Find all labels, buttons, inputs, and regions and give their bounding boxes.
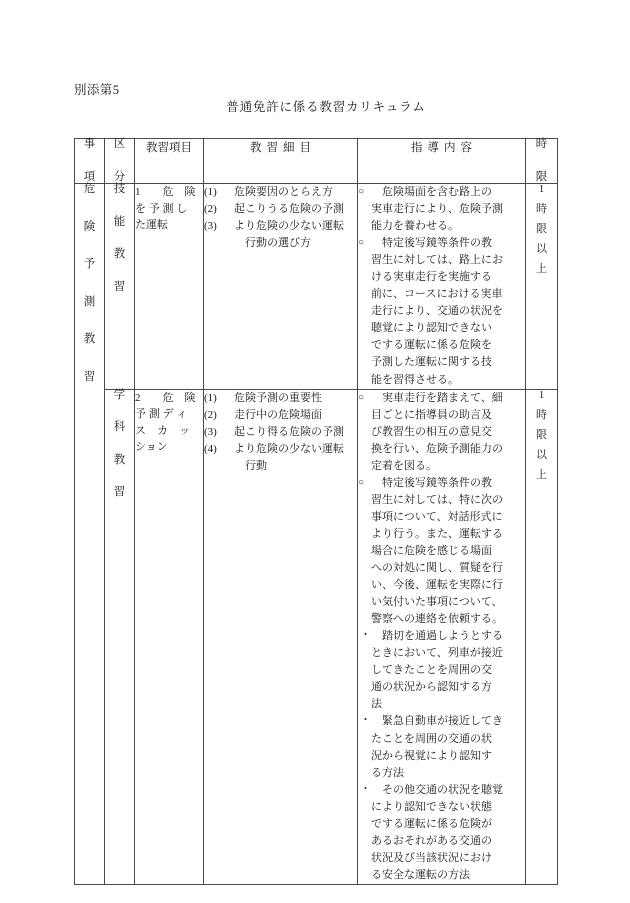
content-cell [358,184,526,390]
content-line: 走行により、交通の状況を [371,305,503,318]
content-line: への対処に関し、質疑を行 [371,562,503,575]
content-item [358,713,525,781]
content-item [358,235,525,388]
matter-cell [75,184,105,885]
content-item [358,390,525,475]
content-line: い気付いた事項について、 [371,596,503,609]
hours-char: 限 [536,223,547,235]
content-line: 特定後写鏡等条件の教 [371,476,492,489]
matter-char: 習 [83,370,96,383]
detail-item [204,441,357,475]
detail-number: (4) [204,442,217,455]
content-item [358,475,525,628]
circle-marker-icon: ○ [358,391,365,403]
detail-number: (1) [204,391,217,404]
content-line: 況から視覚により認知す [371,749,492,762]
detail-text: 走行中の危険場面 [234,408,322,421]
content-line: ける実車走行を実施する [371,271,492,284]
table-body [75,184,558,885]
content-line: 定着を図る。 [371,459,437,472]
detail-item [204,201,357,218]
circle-marker-icon: ○ [358,186,365,197]
content-line: 習生に対しては、特に次の [371,493,503,506]
item-cell [135,184,204,390]
detail-text: 危険予測の重要性 [234,391,322,404]
circle-marker-icon: ○ [358,476,365,488]
item-line: 2 危 険 [135,391,196,404]
hours-char: 上 [536,263,547,275]
content-item [358,782,525,884]
content-line: 特定後写鏡等条件の教 [371,237,492,250]
table-row [75,184,558,390]
content-line: 前に、コースにおける実車 [371,288,503,301]
detail-text: 起こりうる危険の予測 [234,203,344,216]
class-char: 教 [113,248,126,260]
detail-text: 危険要因のとらえ方 [234,186,333,198]
content-line: 実車走行により、危険予測 [371,203,503,216]
class-cell [105,389,135,884]
content-line: い、今後、運転を実際に行 [371,579,503,592]
detail-cell [204,389,358,884]
class-char: 技 [113,183,126,195]
detail-cell [204,184,358,390]
matter-char: 予 [83,258,96,270]
table-row [75,389,558,884]
content-line: 場合に危険を感じる場面 [371,544,492,557]
column-header-class [105,139,135,184]
content-item [358,184,525,235]
hours-char: 以 [536,448,547,461]
content-line: 実車走行を踏まえて、細 [371,391,503,404]
hours-char: 上 [536,468,547,481]
hours-char: 時 [536,203,547,215]
detail-item [204,218,357,252]
document-label: 別添第5 [74,83,120,97]
hours-char: 以 [536,243,547,255]
detail-text: より危険の少ない運転 [234,220,344,233]
matter-char: 教 [83,333,96,345]
content-line: る安全な運転の方法 [371,868,470,881]
detail-text: より危険の少ない運転 [234,442,344,455]
column-header-content: 指導内容 [358,139,526,184]
detail-number: (2) [204,408,217,421]
content-line: 換を行い、危険予測能力の [371,442,503,455]
curriculum-table [74,138,558,885]
class-char: 習 [113,280,126,293]
hours-char: 限 [536,428,547,441]
class-char: 能 [113,215,126,228]
item-line: 予 測 デ ィ [135,408,188,421]
column-header-matter-char1: 事 [83,138,96,150]
content-line: 聴覚により認知できない [371,322,492,335]
content-line: 緊急自動車が接近してき [371,715,503,728]
matter-char: 測 [83,295,96,308]
content-line: してきたことを周囲の交 [371,664,492,677]
bullet-marker-icon: ・ [360,714,371,727]
matter-char: 険 [83,220,96,233]
class-cell [105,184,135,390]
item-line: た運転 [135,219,168,231]
content-line: 事項について、対話形式に [371,510,503,523]
content-line: ときにおいて、列車が接近 [371,647,503,660]
content-line: 習生に対しては、路上にお [371,254,503,267]
detail-item [204,390,357,407]
class-char: 科 [113,421,126,434]
content-line: 通の状況から認知する方 [371,681,492,694]
hours-char: 1 [538,183,545,195]
hours-char: 時 [536,408,547,421]
column-header-matter-char2: 項 [83,170,96,183]
class-char: 教 [113,453,126,466]
content-line: 危険場面を含む路上の [371,186,492,198]
table-header-row [75,139,558,184]
content-line: でする運転に係る危険が [371,817,492,830]
detail-text: 起こり得る危険の予測 [234,425,344,438]
column-header-item: 教習項目 [135,139,204,184]
content-line: 警察への連絡を依頼する。 [371,613,503,626]
content-line: る方法 [371,766,404,779]
content-line: により認知できない状態 [371,800,492,813]
detail-item [204,184,357,201]
item-line: ス カ ッ [135,424,190,437]
column-header-hours-char1: 時 [535,138,548,150]
content-line: 予測した運転に関する技 [371,356,492,369]
item-line: ション [135,441,168,454]
matter-char: 危 [83,183,96,195]
hours-cell [526,184,558,390]
bullet-marker-icon: ・ [360,629,371,642]
bullet-marker-icon: ・ [360,782,371,795]
detail-item [204,407,357,424]
column-header-class-char2: 分 [113,170,126,183]
column-header-class-char1: 区 [113,138,126,150]
detail-text-cont: 行動 [234,459,267,472]
content-cell [358,389,526,884]
content-line: 目ごとに指導員の助言及 [371,408,492,421]
column-header-detail: 教習細目 [204,139,358,184]
content-line: あるおそれがある交通の [371,834,492,847]
hours-cell [526,389,558,884]
item-line: 1 危 険 [135,186,196,198]
item-line: を 予 測 し [135,202,188,215]
content-line: び教習生の相互の意見交 [371,425,492,438]
content-line: でする運転に係る危険を [371,339,492,352]
column-header-hours-char2: 限 [535,170,548,183]
content-line: 能を習得させる。 [371,373,459,386]
column-header-matter [75,139,105,184]
detail-number: (3) [204,220,217,233]
document-title: 普通免許に係る教習カリキュラム [226,100,426,114]
detail-number: (3) [204,425,217,438]
content-item [358,628,525,713]
detail-item [204,424,357,441]
content-line: 状況及び当該状況におけ [371,851,492,864]
content-line: その他交通の状況を聴覚 [371,783,503,796]
detail-text-cont: 行動の選び方 [234,237,311,250]
content-line: 法 [371,698,382,711]
item-cell [135,389,204,884]
circle-marker-icon: ○ [358,237,365,249]
content-line: より行う。また、運転する [371,527,503,540]
content-line: 踏切を通過しようとする [371,630,503,643]
class-char: 学 [113,388,126,401]
detail-number: (2) [204,203,217,216]
content-line: たことを周囲の交通の状 [371,732,492,745]
column-header-hours [526,139,558,184]
detail-number: (1) [204,186,217,198]
content-line: 能力を養わせる。 [371,220,459,233]
hours-char: 1 [538,388,545,401]
class-char: 習 [113,486,126,499]
